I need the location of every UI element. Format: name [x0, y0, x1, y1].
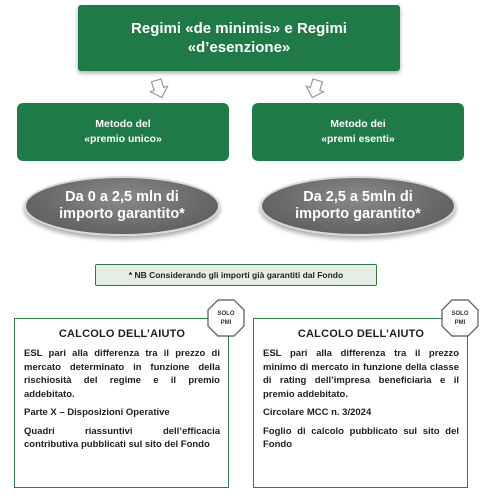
arrow-down-icon — [304, 78, 326, 100]
panel-calcolo-aiuto-left — [14, 318, 229, 488]
panel-paragraph: Parte X – Disposizioni Operative — [24, 407, 170, 418]
method-box-premi-esenti — [252, 103, 464, 161]
solo-pmi-badge — [207, 299, 245, 337]
method-box-premio-unico — [17, 103, 229, 161]
panel-paragraph: ESL pari alla differenza tra il prezzo di mercato determinato in funzione della rischiosità del regime e il premio addebitato. — [24, 348, 220, 400]
note-box — [95, 264, 377, 286]
panel-paragraph: ESL pari alla differenza tra il prezzo minimo di mercato in funzione della classe di rating dell’impresa beneficiaria e il premio addebitato. — [263, 348, 459, 400]
panel-paragraph: Circolare MCC n. 3/2024 — [263, 407, 372, 418]
octagon-badge-icon — [207, 299, 245, 337]
panel-paragraph: Quadri riassuntivi dell’efficacia contributiva pubblicati sul sito del Fondo — [24, 425, 220, 450]
range-line-2: importo garantito* — [59, 206, 185, 222]
badge-line-1: SOLO — [451, 311, 469, 317]
octagon-badge-icon — [441, 299, 479, 337]
badge-line-1: SOLO — [217, 311, 235, 317]
method-line-1: Metodo dei — [330, 118, 386, 130]
title-line-1: Regimi «de minimis» e Regimi — [131, 20, 347, 37]
range-ellipse-0-2-5 — [24, 176, 220, 236]
badge-line-2: PMI — [454, 320, 466, 326]
panel-title: CALCOLO DELL’AIUTO — [297, 328, 425, 340]
range-ellipse-2-5-5 — [260, 176, 456, 236]
title-box — [78, 5, 400, 71]
panel-paragraph: Foglio di calcolo pubblicato sul sito del Fondo — [263, 425, 459, 450]
range-line-1: Da 2,5 a 5mln di — [303, 189, 413, 205]
panel-calcolo-aiuto-right — [253, 318, 468, 488]
method-line-1: Metodo del — [95, 118, 151, 130]
note-text: * NB Considerando gli importi già garantiti dal Fondo — [128, 270, 344, 280]
range-line-1: Da 0 a 2,5 mln di — [65, 189, 179, 205]
badge-line-2: PMI — [220, 320, 232, 326]
panel-title: CALCOLO DELL’AIUTO — [58, 328, 186, 340]
arrow-down-icon — [148, 78, 170, 100]
solo-pmi-badge — [441, 299, 479, 337]
method-line-2: «premi esenti» — [321, 133, 395, 145]
title-line-2: «d’esenzione» — [187, 39, 291, 56]
range-line-2: importo garantito* — [295, 206, 421, 222]
method-line-2: «premio unico» — [84, 133, 162, 145]
